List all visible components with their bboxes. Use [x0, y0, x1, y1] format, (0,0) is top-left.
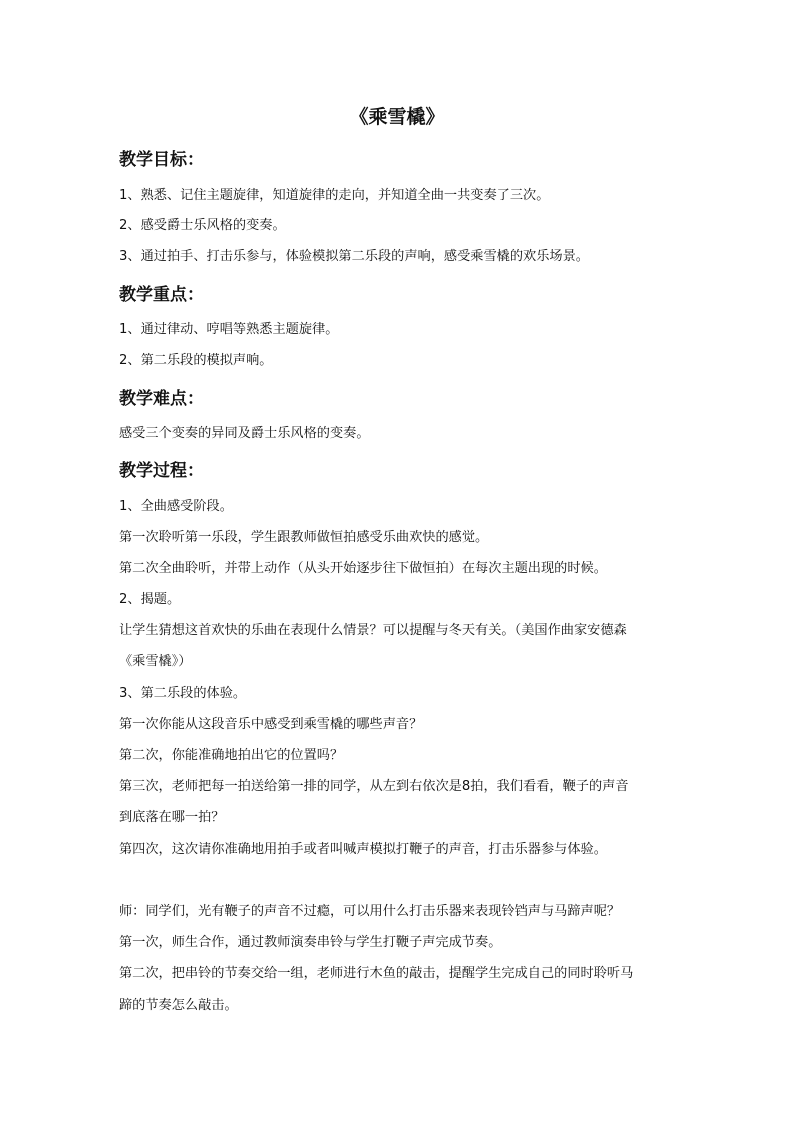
process-line: 师：同学们，光有鞭子的声音不过瘾，可以用什么打击乐器来表现铃铛声与马蹄声呢？: [119, 904, 621, 919]
process-line: 第一次你能从这段音乐中感受到乘雪橇的哪些声音？: [119, 717, 423, 732]
process-line: 第一次聆听第一乐段，学生跟教师做恒拍感受乐曲欢快的感觉。: [119, 530, 489, 545]
process-line: 第二次，把串铃的节奏交给一组，老师进行木鱼的敲击，提醒学生完成自己的同时聆听马: [119, 966, 634, 981]
process-line: 第三次，老师把每一拍送给第一排的同学，从左到右依次是8拍，我们看看，鞭子的声音: [119, 779, 629, 794]
key-point-item: 2、第二乐段的模拟声响。: [119, 353, 273, 368]
goal-item: 2、感受爵士乐风格的变奏。: [119, 218, 286, 233]
process-line: 到底落在哪一拍？: [119, 810, 225, 825]
heading-teaching-goals: 教学目标：: [119, 150, 204, 170]
process-line: 1、全曲感受阶段。: [119, 499, 233, 514]
process-line: 第四次，这次请你准确地用拍手或者叫喊声模拟打鞭子的声音，打击乐器参与体验。: [119, 842, 607, 857]
process-line: 第二次，你能准确地拍出它的位置吗？: [119, 748, 344, 763]
process-line: 第二次全曲聆听，并带上动作（从头开始逐步往下做恒拍）在每次主题出现的时候。: [119, 561, 607, 576]
process-line: 蹄的节奏怎么敲击。: [119, 998, 238, 1013]
process-line: 3、第二乐段的体验。: [119, 686, 247, 701]
key-point-item: 1、通过律动、哼唱等熟悉主题旋律。: [119, 322, 339, 337]
heading-difficulties: 教学难点：: [119, 389, 204, 409]
goal-item: 3、通过拍手、打击乐参与，体验模拟第二乐段的声响，感受乘雪橇的欢乐场景。: [119, 249, 589, 264]
document-title: 《乘雪橇》: [349, 106, 445, 128]
process-line: 让学生猜想这首欢快的乐曲在表现什么情景？可以提醒与冬天有关。（美国作曲家安德森: [119, 623, 627, 638]
process-line: 2、揭题。: [119, 592, 181, 607]
process-line: 《乘雪橇》）: [119, 654, 192, 669]
heading-teaching-process: 教学过程：: [119, 461, 204, 481]
heading-key-points: 教学重点：: [119, 285, 204, 305]
process-line: 第一次，师生合作，通过教师演奏串铃与学生打鞭子声完成节奏。: [119, 935, 502, 950]
difficulty-item: 感受三个变奏的异同及爵士乐风格的变奏。: [119, 426, 370, 441]
goal-item: 1、熟悉、记住主题旋律，知道旋律的走向，并知道全曲一共变奏了三次。: [119, 188, 550, 203]
